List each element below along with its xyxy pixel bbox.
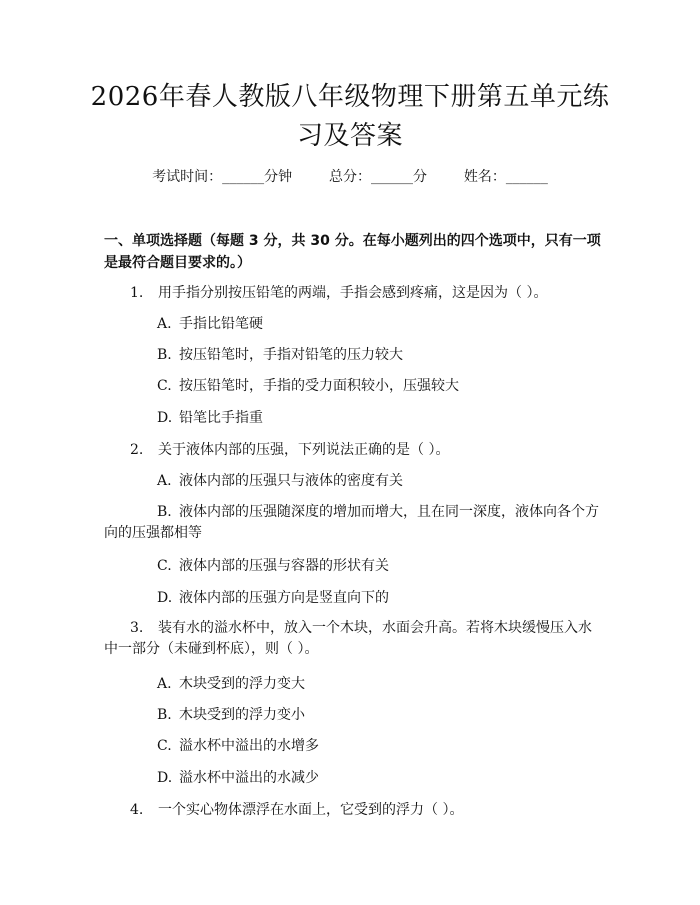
question-number: 3.: [130, 620, 144, 636]
question-3-option-c: [157, 736, 319, 756]
score-blank: ______: [371, 169, 413, 185]
question-number: 1.: [130, 285, 144, 301]
option-text: 液体内部的压强随深度的增加而增大，且在同一深度，液体向各个方向的压强都相等: [104, 504, 599, 541]
option-text: 手指比铅笔硬: [179, 316, 263, 332]
question-text: 用手指分别按压铅笔的两端，手指会感到疼痛，这是因为（ ）。: [158, 285, 548, 301]
score-label: 总分：: [329, 169, 371, 185]
option-text: 溢水杯中溢出的水增多: [179, 738, 319, 754]
question-text: 装有水的溢水杯中，放入一个木块，水面会升高。若将木块缓慢压入水中一部分（未碰到杯底），则（ ）。: [104, 620, 592, 657]
section-heading: 一、单项选择题（每题 3 分，共 30 分。在每小题列出的四个选项中，只有一项是最符合题目要求的。）: [104, 233, 601, 271]
time-blank: ______: [222, 169, 265, 185]
question-2: [130, 440, 449, 460]
score-unit: 分: [413, 169, 427, 185]
option-text: 按压铅笔时，手指对铅笔的压力较大: [179, 347, 403, 363]
question-text: 关于液体内部的压强，下列说法正确的是（ ）。: [158, 442, 450, 458]
option-label: B.: [157, 707, 172, 723]
name-blank: ______: [505, 169, 548, 185]
question-3-option-d: [157, 768, 319, 788]
option-text: 木块受到的浮力变小: [179, 707, 305, 723]
question-text: 一个实心物体漂浮在水面上，它受到的浮力（ ）。: [158, 802, 464, 818]
option-text: 液体内部的压强只与液体的密度有关: [179, 473, 403, 489]
question-1-option-a: [157, 314, 263, 334]
question-3: [104, 618, 604, 660]
option-label: C.: [157, 378, 172, 394]
exam-meta-line: [0, 167, 700, 187]
option-text: 木块受到的浮力变大: [179, 676, 305, 692]
option-label: B.: [157, 347, 172, 363]
option-label: A.: [157, 676, 172, 692]
question-1-option-d: [157, 408, 263, 428]
question-number: 4.: [130, 802, 144, 818]
question-2-option-c: [157, 556, 389, 576]
question-2-option-a: [157, 471, 403, 491]
question-4: [130, 800, 463, 820]
name-label: 姓名：: [463, 169, 506, 185]
option-text: 按压铅笔时，手指的受力面积较小，压强较大: [179, 378, 459, 394]
time-unit: 分钟: [264, 169, 293, 185]
option-text: 铅笔比手指重: [179, 410, 263, 426]
question-2-option-d: [157, 588, 389, 608]
question-1: [130, 283, 547, 303]
option-label: A.: [157, 316, 172, 332]
option-text: 溢水杯中溢出的水减少: [179, 770, 319, 786]
option-text: 液体内部的压强方向是竖直向下的: [179, 590, 389, 606]
question-2-option-b: [104, 502, 604, 544]
option-label: B.: [157, 504, 172, 520]
question-1-option-c: [157, 376, 459, 396]
option-label: D.: [157, 770, 173, 786]
option-label: C.: [157, 558, 172, 574]
question-1-option-b: [157, 345, 403, 365]
option-label: D.: [157, 410, 173, 426]
option-label: A.: [157, 473, 172, 489]
time-label: 考试时间：: [152, 169, 223, 185]
question-3-option-a: [157, 674, 305, 694]
document-title: 2026年春人教版八年级物理下册第五单元练习及答案: [90, 82, 610, 151]
question-number: 2.: [130, 442, 144, 458]
option-label: C.: [157, 738, 172, 754]
question-3-option-b: [157, 705, 305, 725]
option-text: 液体内部的压强与容器的形状有关: [179, 558, 389, 574]
option-label: D.: [157, 590, 173, 606]
